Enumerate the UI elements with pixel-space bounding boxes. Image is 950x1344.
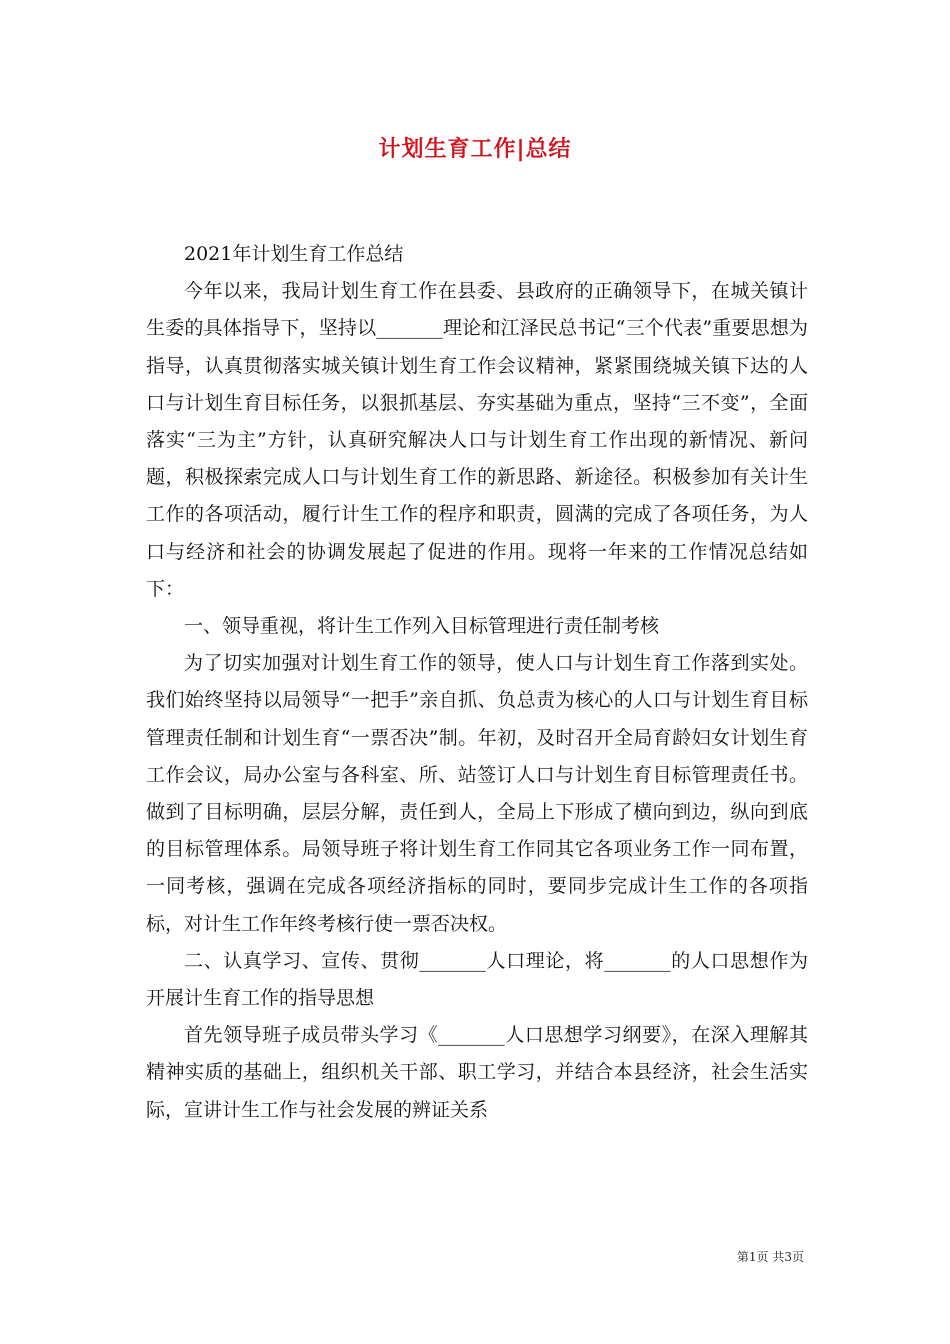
doc-heading-paragraph: 2021年计划生育工作总结 xyxy=(184,243,404,265)
section-heading-2: 二、认真学习、宣传、贯彻_______人口理论，将_______的人口思想作为开展计生育工作的指导思想 xyxy=(146,949,808,1010)
section-2-paragraph: 首先领导班子成员带头学习《_______人口思想学习纲要》，在深入理解其精神实质的基础上，组织机关干部、职工学习，并结合本县经济，社会生活实际，宣讲计生工作与社会发展的辨证关系 xyxy=(146,1024,808,1121)
page-number-footer: 第1页 共3页 xyxy=(736,1250,804,1264)
section-1-paragraph: 为了切实加强对计划生育工作的领导，使人口与计划生育工作落到实处。我们始终坚持以局领导“一把手”亲自抓、负总责为核心的人口与计划生育目标管理责任制和计划生育“一票否决”制。年初，及时召开全局育龄妇女计划生育工作会议，局办公室与各科室、所、站签订人口与计划生育目标管理责任书。做到了目标明确，层层分解，责任到人，全局上下形成了横向到边，纵向到底的目标管理体系。局领导班子将计划生育工作同其它各项业务工作一同布置，一同考核，强调在完成各项经济指标的同时，要同步完成计生工作的各项指标，对计生工作年终考核行使一票否决权。 xyxy=(146,652,808,935)
page-title: 计划生育工作|总结 xyxy=(378,137,572,162)
document-body xyxy=(146,236,808,1129)
section-heading-1: 一、领导重视，将计生工作列入目标管理进行责任制考核 xyxy=(184,615,660,638)
intro-paragraph: 今年以来，我局计划生育工作在县委、县政府的正确领导下，在城关镇计生委的具体指导下，坚持以_______理论和江泽民总书记“三个代表”重要思想为指导，认真贯彻落实城关镇计划生育工作会议精神，紧紧围绕城关镇下达的人口与计划生育目标任务，以狠抓基层、夯实基础为重点，坚持“三不变”，全面落实“三为主”方针，认真研究解决人口与计划生育工作出现的新情况、新问题，积极探索完成人口与计划生育工作的新思路、新途径。积极参加有关计生工作的各项活动，履行计生工作的程序和职责，圆满的完成了各项任务，为人口与经济和社会的协调发展起了促进的作用。现将一年来的工作情况总结如下： xyxy=(146,280,808,600)
